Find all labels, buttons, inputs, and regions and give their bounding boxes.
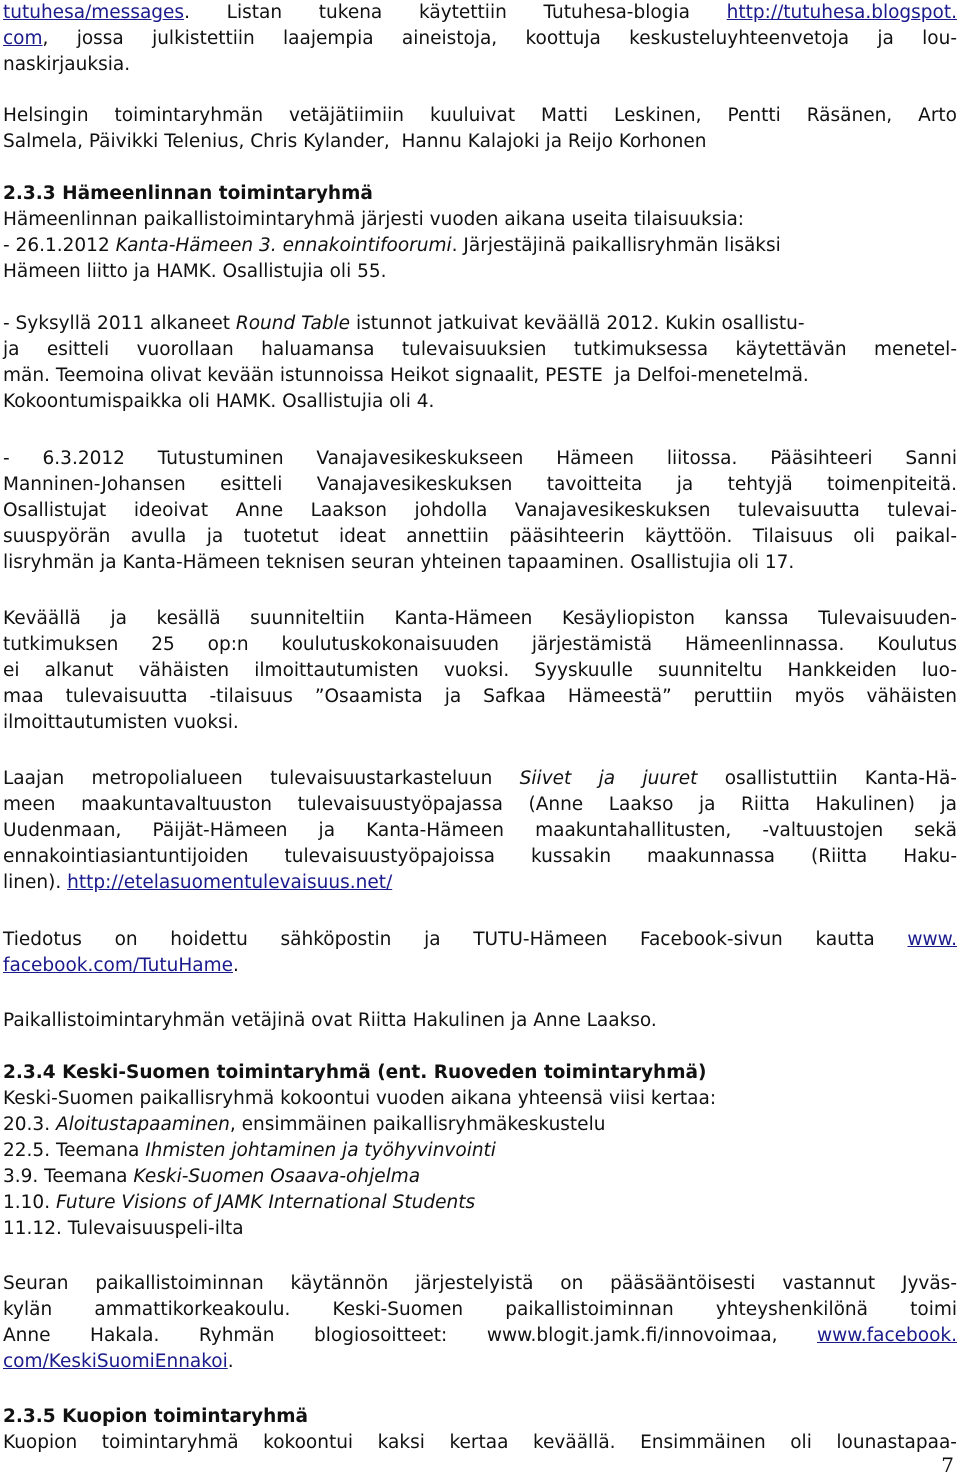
text-run: Tiedotus on hoidettu sähköpostin ja TUTU-Hämeen Facebook-sivun kautta — [3, 929, 908, 950]
text-run: - 6.3.2012 Tutustuminen Vanajavesikeskukseen Hämeen liitossa. Pääsihteeri Sanni — [3, 448, 957, 469]
text-run: ilmoittautumisten vuoksi. — [3, 712, 239, 733]
text-run: . — [227, 1351, 234, 1372]
text-line — [3, 1297, 957, 1323]
hyperlink[interactable]: facebook.com/TutuHame — [3, 955, 233, 976]
text-line — [3, 1216, 957, 1242]
text-line — [3, 26, 957, 52]
text-run: linen). — [3, 872, 68, 893]
text-line — [3, 710, 957, 736]
text-line — [3, 1138, 957, 1164]
text-line — [3, 129, 957, 155]
text-line — [3, 1112, 957, 1138]
text-line — [3, 103, 957, 129]
text-run: istunnot jatkuivat keväällä 2012. Kukin osallistu- — [350, 313, 805, 334]
text-run: kylän ammattikorkeakoulu. Keski-Suomen paikallistoiminnan yhteyshenkilönä toimi — [3, 1299, 957, 1320]
text-line — [3, 844, 957, 870]
hyperlink[interactable]: http://etelasuomentulevaisuus.net/ — [67, 872, 393, 893]
text-run: . Järjestäjinä paikallisryhmän lisäksi — [451, 235, 781, 256]
text-run: meen maakuntavaltuuston tulevaisuustyöpajassa (Anne Laakso ja Riitta Hakulinen) ja — [3, 794, 957, 815]
text-run: Hämeen liitto ja HAMK. Osallistujia oli 55. — [3, 261, 387, 282]
text-run: Keski-Suomen Osaava-ohjelma — [133, 1166, 421, 1187]
text-line — [3, 446, 957, 472]
text-line — [3, 1349, 957, 1375]
text-line — [3, 181, 957, 207]
text-run: 11.12. Tulevaisuuspeli-ilta — [3, 1218, 244, 1239]
text-run: , jossa julkistettiin laajempia aineistoja, koottuja keskusteluyhteenvetoja ja lou- — [42, 28, 957, 49]
text-line — [3, 792, 957, 818]
text-run: 22.5. Teemana — [3, 1140, 146, 1161]
text-line — [3, 632, 957, 658]
text-run: suuspyörän avulla ja tuotetut ideat annettiin pääsihteerin käyttöön. Tilaisuus oli paikal- — [3, 526, 957, 547]
section-heading: 2.3.3 Hämeenlinnan toimintaryhmä — [3, 183, 373, 204]
text-line — [3, 472, 957, 498]
text-run: Round Table — [235, 313, 351, 334]
section-heading: 2.3.4 Keski-Suomen toimintaryhmä (ent. Ruoveden toimintaryhmä) — [3, 1062, 707, 1083]
text-run: Kokoontumispaikka oli HAMK. Osallistujia oli 4. — [3, 391, 435, 412]
text-run: lisryhmän ja Kanta-Hämeen teknisen seuran yhteinen tapaaminen. Osallistujia oli 17. — [3, 552, 795, 573]
text-run: män. Teemoina olivat kevään istunnoissa Heikot signaalit, PESTE ja Delfoi-menetelmä. — [3, 365, 809, 386]
text-run: Salmela, Päivikki Telenius, Chris Kylander, Hannu Kalajoki ja Reijo Korhonen — [3, 131, 707, 152]
text-line — [3, 524, 957, 550]
text-line — [3, 0, 957, 26]
text-line — [3, 766, 957, 792]
text-run: Manninen-Johansen esitteli Vanajavesikeskuksen tavoitteita ja tehtyjä toimenpiteitä. — [3, 474, 957, 495]
text-line — [3, 1060, 957, 1086]
text-run: Helsingin toimintaryhmän vetäjätiimiin kuuluivat Matti Leskinen, Pentti Räsänen, Arto — [3, 105, 957, 126]
text-run: 20.3. — [3, 1114, 56, 1135]
text-line — [3, 927, 957, 953]
text-run: ja esitteli vuorollaan haluamansa tulevaisuuksien tutkimuksessa käytettävän menetel- — [3, 339, 957, 360]
text-run: ennakointiasiantuntijoiden tulevaisuustyöpajoissa kussakin maakunnassa (Riitta Haku- — [3, 846, 957, 867]
text-line — [3, 389, 957, 415]
text-run: Uudenmaan, Päijät-Hämeen ja Kanta-Hämeen maakuntahallitusten, -valtuustojen sekä — [3, 820, 957, 841]
text-run: Seuran paikallistoiminnan käytännön järjestelyistä on pääsääntöisesti vastannut Jyväs- — [3, 1273, 957, 1294]
text-line — [3, 1323, 957, 1349]
text-run: Anne Hakala. Ryhmän blogiosoitteet: www.blogit.jamk.fi/innovoimaa, — [3, 1325, 818, 1346]
text-line — [3, 953, 957, 979]
text-run: Hämeenlinnan paikallistoimintaryhmä järjesti vuoden aikana useita tilaisuuksia: — [3, 209, 745, 230]
text-run: Ihmisten johtaminen ja työhyvinvointi — [145, 1140, 496, 1161]
section-heading: 2.3.5 Kuopion toimintaryhmä — [3, 1406, 309, 1427]
text-run: Paikallistoimintaryhmän vetäjinä ovat Riitta Hakulinen ja Anne Laakso. — [3, 1010, 657, 1031]
text-line — [3, 337, 957, 363]
text-run: Osallistujat ideoivat Anne Laakson johdolla Vanajavesikeskuksen tulevaisuutta tulevai- — [3, 500, 957, 521]
hyperlink[interactable]: com — [3, 28, 43, 49]
text-line — [3, 498, 957, 524]
text-line — [3, 363, 957, 389]
text-run: Kanta-Hämeen 3. ennakointifoorumi — [115, 235, 452, 256]
text-run: 3.9. Teemana — [3, 1166, 134, 1187]
text-line — [3, 1008, 957, 1034]
text-line — [3, 311, 957, 337]
text-line — [3, 1404, 957, 1430]
text-line — [3, 1430, 957, 1456]
text-run: 1.10. — [3, 1192, 56, 1213]
text-run: tutkimuksen 25 op:n koulutuskokonaisuuden järjestämistä Hämeenlinnassa. Koulutus — [3, 634, 957, 655]
text-run: Siivet ja juuret — [519, 768, 698, 789]
text-line — [3, 818, 957, 844]
text-run: Keski-Suomen paikallisryhmä kokoontui vuoden aikana yhteensä viisi kertaa: — [3, 1088, 717, 1109]
text-line — [3, 1164, 957, 1190]
text-run: Future Visions of JAMK International Students — [55, 1192, 476, 1213]
text-line — [3, 233, 957, 259]
text-line — [3, 550, 957, 576]
text-line — [3, 259, 957, 285]
text-line — [3, 1190, 957, 1216]
text-line — [3, 207, 957, 233]
text-run: maa tulevaisuutta -tilaisuus ”Osaamista ja Safkaa Hämeestä” peruttiin myös vähäisten — [3, 686, 957, 707]
hyperlink[interactable]: com/KeskiSuomiEnnakoi — [3, 1351, 228, 1372]
text-line — [3, 1271, 957, 1297]
hyperlink[interactable]: www.facebook. — [817, 1325, 957, 1346]
text-run: . Listan tukena käytettiin Tutuhesa-blogia — [184, 2, 727, 23]
text-run: Aloitustapaaminen — [55, 1114, 230, 1135]
text-run: Laajan metropolialueen tulevaisuustarkasteluun — [3, 768, 520, 789]
text-run: - 26.1.2012 — [3, 235, 116, 256]
text-run: . — [232, 955, 239, 976]
hyperlink[interactable]: tutuhesa/messages — [3, 2, 185, 23]
text-run: , ensimmäinen paikallisryhmäkeskustelu — [229, 1114, 606, 1135]
text-run: - Syksyllä 2011 alkaneet — [3, 313, 236, 334]
text-line — [3, 1086, 957, 1112]
text-line — [3, 52, 957, 78]
text-line — [3, 606, 957, 632]
hyperlink[interactable]: http://tutuhesa.blogspot. — [726, 2, 957, 23]
text-line — [3, 870, 957, 896]
text-run: osallistuttiin Kanta-Hä- — [697, 768, 957, 789]
page-number: 7 — [941, 1453, 954, 1477]
text-run: Kuopion toimintaryhmä kokoontui kaksi kertaa keväällä. Ensimmäinen oli lounastapaa- — [3, 1432, 957, 1453]
text-run: Keväällä ja kesällä suunniteltiin Kanta-Hämeen Kesäyliopiston kanssa Tulevaisuuden- — [3, 608, 957, 629]
text-run: ei alkanut vähäisten ilmoittautumisten vuoksi. Syyskuulle suunniteltu Hankkeiden luo- — [3, 660, 957, 681]
text-line — [3, 684, 957, 710]
text-run: naskirjauksia. — [3, 54, 131, 75]
hyperlink[interactable]: www. — [907, 929, 957, 950]
text-line — [3, 658, 957, 684]
